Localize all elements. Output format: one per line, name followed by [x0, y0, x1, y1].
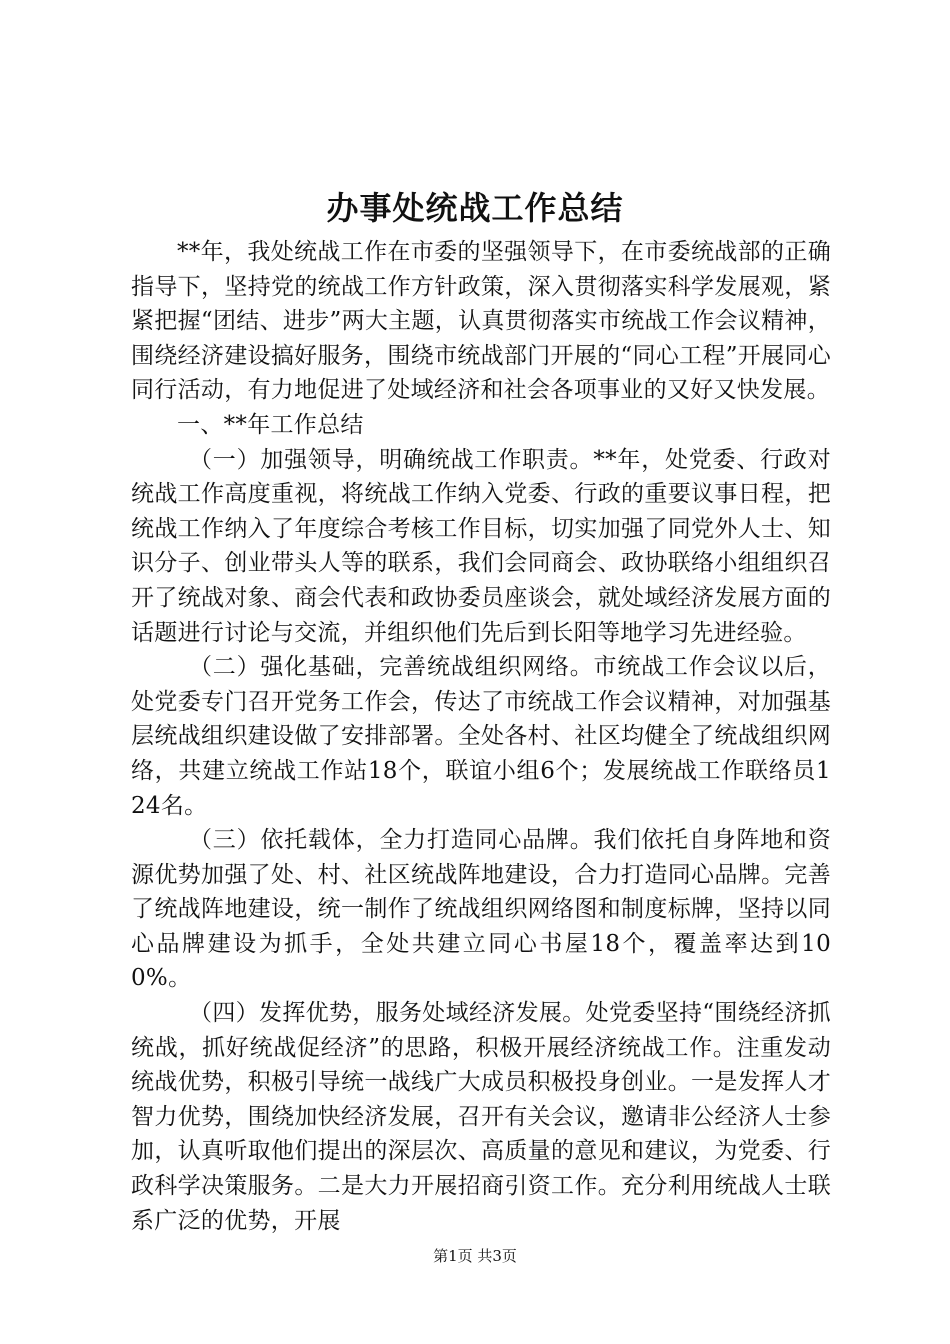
intro-paragraph: **年，我处统战工作在市委的坚强领导下，在市委统战部的正确指导下，坚持党的统战工作方针政策，深入贯彻落实科学发展观，紧紧把握“团结、进步”两大主题，认真贯彻落实市统战工作会议精神，围绕经济建设搞好服务，围绕市统战部门开展的“同心工程”开展同心同行活动，有力地促进了处域经济和社会各项事业的又好又快发展。	[131, 239, 831, 404]
page-number-footer: 第1页 共3页	[433, 1247, 517, 1265]
section-paragraph-4: （四）发挥优势，服务处域经济发展。处党委坚持“围绕经济抓统战，抓好统战促经济”的思路，积极开展经济统战工作。注重发动统战优势，积极引导统一战线广大成员积极投身创业。一是发挥人才智力优势，围绕加快经济发展，召开有关会议，邀请非公经济人士参加，认真听取他们提出的深层次、高质量的意见和建议，为党委、行政科学决策服务。二是大力开展招商引资工作。充分利用统战人士联系广泛的优势，开展	[131, 1000, 831, 1234]
document-body	[131, 235, 831, 1238]
page-title: 办事处统战工作总结	[326, 189, 624, 227]
section-heading: 一、**年工作总结	[177, 411, 364, 438]
section-paragraph-1: （一）加强领导，明确统战工作职责。**年，处党委、行政对统战工作高度重视，将统战工作纳入党委、行政的重要议事日程，把统战工作纳入了年度综合考核工作目标，切实加强了同党外人士、知识分子、创业带头人等的联系，我们会同商会、政协联络小组组织召开了统战对象、商会代表和政协委员座谈会，就处域经济发展方面的话题进行讨论与交流，并组织他们先后到长阳等地学习先进经验。	[131, 446, 831, 646]
section-paragraph-2: （二）强化基础，完善统战组织网络。市统战工作会议以后，处党委专门召开党务工作会，传达了市统战工作会议精神，对加强基层统战组织建设做了安排部署。全处各村、社区均健全了统战组织网络，共建立统战工作站18个，联谊小组6个；发展统战工作联络员124名。	[131, 654, 831, 819]
section-paragraph-3: （三）依托载体，全力打造同心品牌。我们依托自身阵地和资源优势加强了处、村、社区统战阵地建设，合力打造同心品牌。完善了统战阵地建设，统一制作了统战组织网络图和制度标牌，坚持以同心品牌建设为抓手，全处共建立同心书屋18个，覆盖率达到100%。	[131, 827, 831, 992]
